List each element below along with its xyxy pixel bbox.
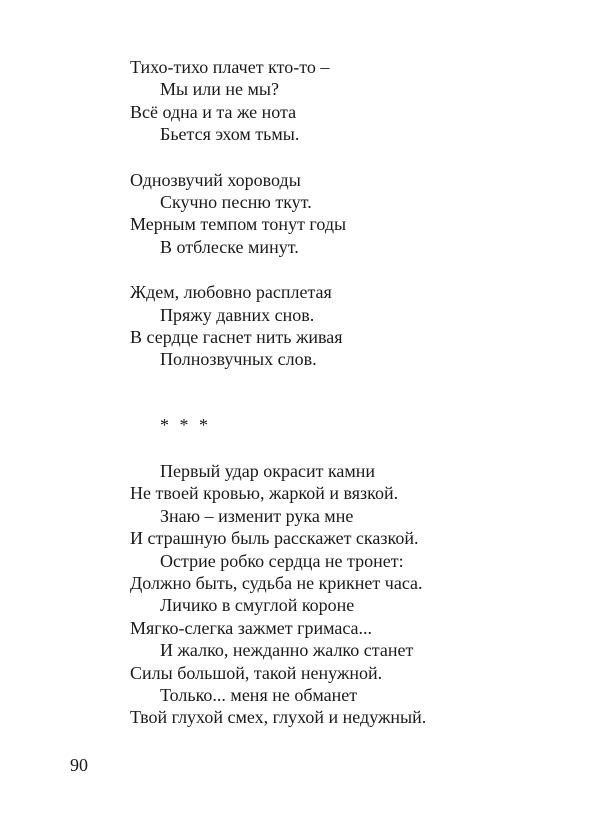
stanza-2 (130, 169, 550, 259)
verse-line: Однозвучий хороводы (130, 169, 301, 190)
verse-line: Мы или не мы? (160, 79, 279, 100)
verse-line: Только... меня не обманет (160, 684, 358, 705)
verse-line: И жалко, нежданно жалко станет (160, 640, 414, 661)
verse-line: Должно быть, судьба не крикнет часа. (130, 572, 423, 593)
verse-line: Полнозвучных слов. (160, 349, 317, 370)
stanza-1 (130, 56, 550, 146)
verse-line: В отблеске минут. (160, 236, 299, 257)
verse-line: Тихо-тихо плачет кто-то – (130, 57, 330, 77)
verse-line: Силы большой, такой ненужной. (130, 662, 383, 683)
section-separator: * * * (160, 415, 211, 435)
stanza-3 (130, 281, 550, 371)
verse-line: Пряжу давних снов. (160, 304, 315, 325)
stanza-gap (130, 146, 550, 169)
verse-line: Острие робко сердца не тронет: (160, 550, 404, 571)
verse-line: Скучно песню ткут. (160, 191, 312, 212)
verse-line: Мерным темпом тонут годы (130, 214, 347, 235)
stanza-gap (130, 258, 550, 281)
poem-first (130, 56, 550, 371)
verse-line: Мягко-слегка зажмет гримаса... (130, 617, 373, 638)
verse-line: Личико в смуглой короне (160, 595, 355, 616)
verse-line: Знаю – изменит рука мне (160, 505, 354, 526)
poem-second (130, 460, 560, 729)
verse-line: Всё одна и та же нота (130, 101, 297, 122)
verse-line: Бьется эхом тьмы. (160, 124, 300, 145)
verse-line: Первый удар окрасит камни (160, 461, 376, 481)
page-number: 90 (70, 755, 88, 775)
verse-line: В сердце гаснет нить живая (130, 326, 343, 347)
verse-line: Не твоей кровью, жаркой и вязкой. (130, 483, 399, 504)
verse-line: Твой глухой смех, глухой и недужный. (130, 707, 427, 728)
verse-line: И страшную быль расскажет сказкой. (130, 528, 419, 549)
verse-line: Ждем, любовно расплетая (130, 282, 332, 303)
